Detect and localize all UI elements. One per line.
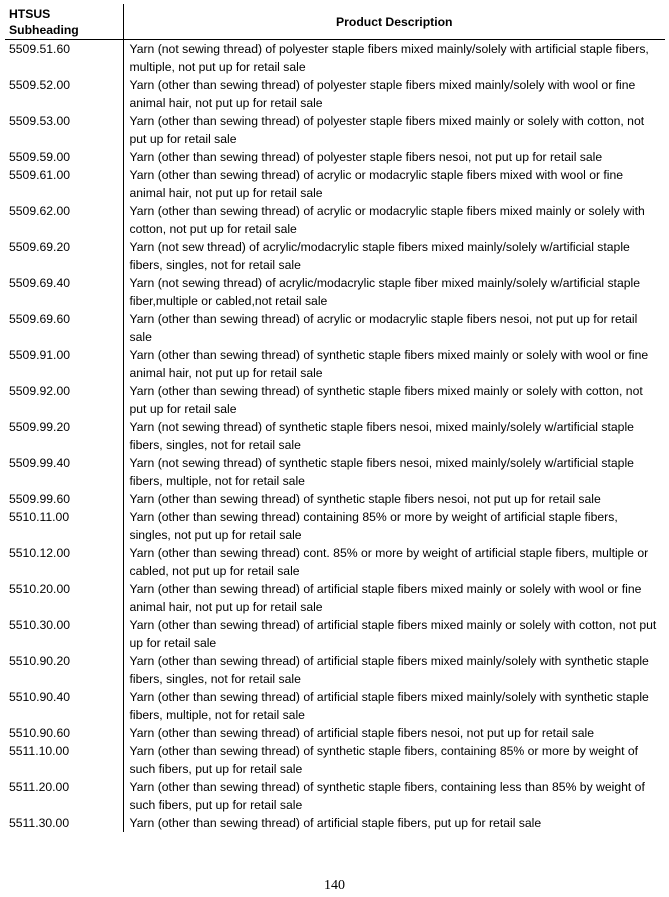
table-row: [5, 238, 665, 274]
subheading-code: 5509.92.00: [5, 382, 123, 418]
subheading-code: 5509.91.00: [5, 346, 123, 382]
product-description: Yarn (not sewing thread) of synthetic staple fibers nesoi, mixed mainly/solely w/artificial staple fibers, multiple, not for retail sale: [129, 456, 634, 488]
subheading-code: 5509.69.40: [5, 274, 123, 310]
header-row: [5, 4, 665, 40]
subheading-code: 5509.62.00: [5, 202, 123, 238]
table-row: [5, 454, 665, 490]
table-row: [5, 490, 665, 508]
table-row: [5, 166, 665, 202]
product-description: Yarn (other than sewing thread) of synthetic staple fibers mixed mainly or solely with cotton, not put up for retail sale: [129, 384, 643, 416]
subheading-code: 5510.90.60: [5, 724, 123, 742]
subheading-code: 5509.61.00: [5, 166, 123, 202]
product-description: Yarn (other than sewing thread) of synthetic staple fibers, containing 85% or more by weight of such fibers, put up for retail sale: [129, 744, 639, 776]
product-description: Yarn (other than sewing thread) cont. 85% or more by weight of artificial staple fibers, multiple or cabled, not put up for retail sale: [129, 546, 649, 578]
table-body: [5, 40, 665, 833]
subheading-code: 5509.52.00: [5, 76, 123, 112]
subheading-code: 5510.11.00: [5, 508, 123, 544]
subheading-code: 5509.99.40: [5, 454, 123, 490]
product-description: Yarn (other than sewing thread) of acrylic or modacrylic staple fibers nesoi, not put up for retail sale: [129, 312, 638, 344]
table-row: [5, 112, 665, 148]
table-row: [5, 148, 665, 166]
product-description: Yarn (other than sewing thread) of acrylic or modacrylic staple fibers mixed mainly or solely with cotton, not put up for retail sale: [129, 204, 645, 236]
subheading-code: 5511.20.00: [5, 778, 123, 814]
table-row: [5, 40, 665, 77]
subheading-code: 5509.53.00: [5, 112, 123, 148]
product-description: Yarn (other than sewing thread) of polyester staple fibers mixed mainly/solely with wool or fine animal hair, not put up for retail sale: [129, 78, 636, 110]
product-description: Yarn (other than sewing thread) containing 85% or more by weight of artificial staple fibers, singles, not put up for retail sale: [129, 510, 618, 542]
table-row: [5, 508, 665, 544]
product-description: Yarn (other than sewing thread) of artificial staple fibers mixed mainly or solely with wool or fine animal hair, not put up for retail sale: [129, 582, 642, 614]
subheading-code: 5509.99.60: [5, 490, 123, 508]
product-description: Yarn (not sewing thread) of synthetic staple fibers nesoi, mixed mainly/solely w/artificial staple fibers, singles, not for retail sale: [129, 420, 634, 452]
subheading-code: 5511.30.00: [5, 814, 123, 832]
table-row: [5, 616, 665, 652]
table-row: [5, 778, 665, 814]
table-row: [5, 274, 665, 310]
subheading-code: 5509.51.60: [5, 40, 123, 77]
header-subheading: HTSUS Subheading: [5, 4, 123, 40]
header-description: Product Description: [123, 4, 665, 40]
table-row: [5, 724, 665, 742]
table-row: [5, 76, 665, 112]
subheading-code: 5510.90.40: [5, 688, 123, 724]
product-description: Yarn (not sewing thread) of polyester staple fibers mixed mainly/solely with artificial staple fibers, multiple, not put up for retail sale: [129, 42, 649, 74]
table-row: [5, 742, 665, 778]
product-description: Yarn (other than sewing thread) of synthetic staple fibers, containing less than 85% by weight of such fibers, put up for retail sale: [129, 780, 645, 812]
htsus-table: [5, 4, 665, 832]
subheading-code: 5511.10.00: [5, 742, 123, 778]
table-row: [5, 346, 665, 382]
table-row: [5, 688, 665, 724]
product-description: Yarn (other than sewing thread) of synthetic staple fibers nesoi, not put up for retail sale: [129, 492, 601, 506]
product-description: Yarn (other than sewing thread) of artificial staple fibers, put up for retail sale: [129, 816, 542, 830]
subheading-code: 5510.90.20: [5, 652, 123, 688]
subheading-code: 5509.59.00: [5, 148, 123, 166]
htsus-table-container: [5, 4, 665, 832]
product-description: Yarn (not sew thread) of acrylic/modacrylic staple fibers mixed mainly/solely w/artificial staple fibers, singles, not for retail sale: [129, 240, 630, 272]
table-row: [5, 418, 665, 454]
product-description: Yarn (other than sewing thread) of acrylic or modacrylic staple fibers mixed with wool or fine animal hair, not put up for retail sale: [129, 168, 624, 200]
product-description: Yarn (other than sewing thread) of synthetic staple fibers mixed mainly or solely with wool or fine animal hair, not put up for retail sale: [129, 348, 649, 380]
product-description: Yarn (other than sewing thread) of artificial staple fibers mixed mainly/solely with synthetic staple fibers, multiple, not for retail sale: [129, 690, 649, 722]
table-header: [5, 4, 665, 40]
product-description: Yarn (other than sewing thread) of artificial staple fibers mixed mainly/solely with synthetic staple fibers, singles, not for retail sale: [129, 654, 649, 686]
table-row: [5, 310, 665, 346]
product-description: Yarn (other than sewing thread) of polyester staple fibers mixed mainly or solely with cotton, not put up for retail sale: [129, 114, 645, 146]
subheading-code: 5510.20.00: [5, 580, 123, 616]
table-row: [5, 544, 665, 580]
page-number: 140: [324, 878, 345, 893]
table-row: [5, 814, 665, 832]
product-description: Yarn (other than sewing thread) of artificial staple fibers nesoi, not put up for retail sale: [129, 726, 594, 740]
subheading-code: 5509.69.60: [5, 310, 123, 346]
subheading-code: 5509.99.20: [5, 418, 123, 454]
product-description: Yarn (other than sewing thread) of artificial staple fibers mixed mainly or solely with cotton, not put up for retail sale: [129, 618, 657, 650]
table-row: [5, 652, 665, 688]
subheading-code: 5510.12.00: [5, 544, 123, 580]
table-row: [5, 202, 665, 238]
product-description: Yarn (not sewing thread) of acrylic/modacrylic staple fiber mixed mainly/solely w/artificial staple fiber,multiple or cabled,not retail sale: [129, 276, 640, 308]
table-row: [5, 580, 665, 616]
product-description: Yarn (other than sewing thread) of polyester staple fibers nesoi, not put up for retail sale: [129, 150, 603, 164]
table-row: [5, 382, 665, 418]
subheading-code: 5510.30.00: [5, 616, 123, 652]
subheading-code: 5509.69.20: [5, 238, 123, 274]
